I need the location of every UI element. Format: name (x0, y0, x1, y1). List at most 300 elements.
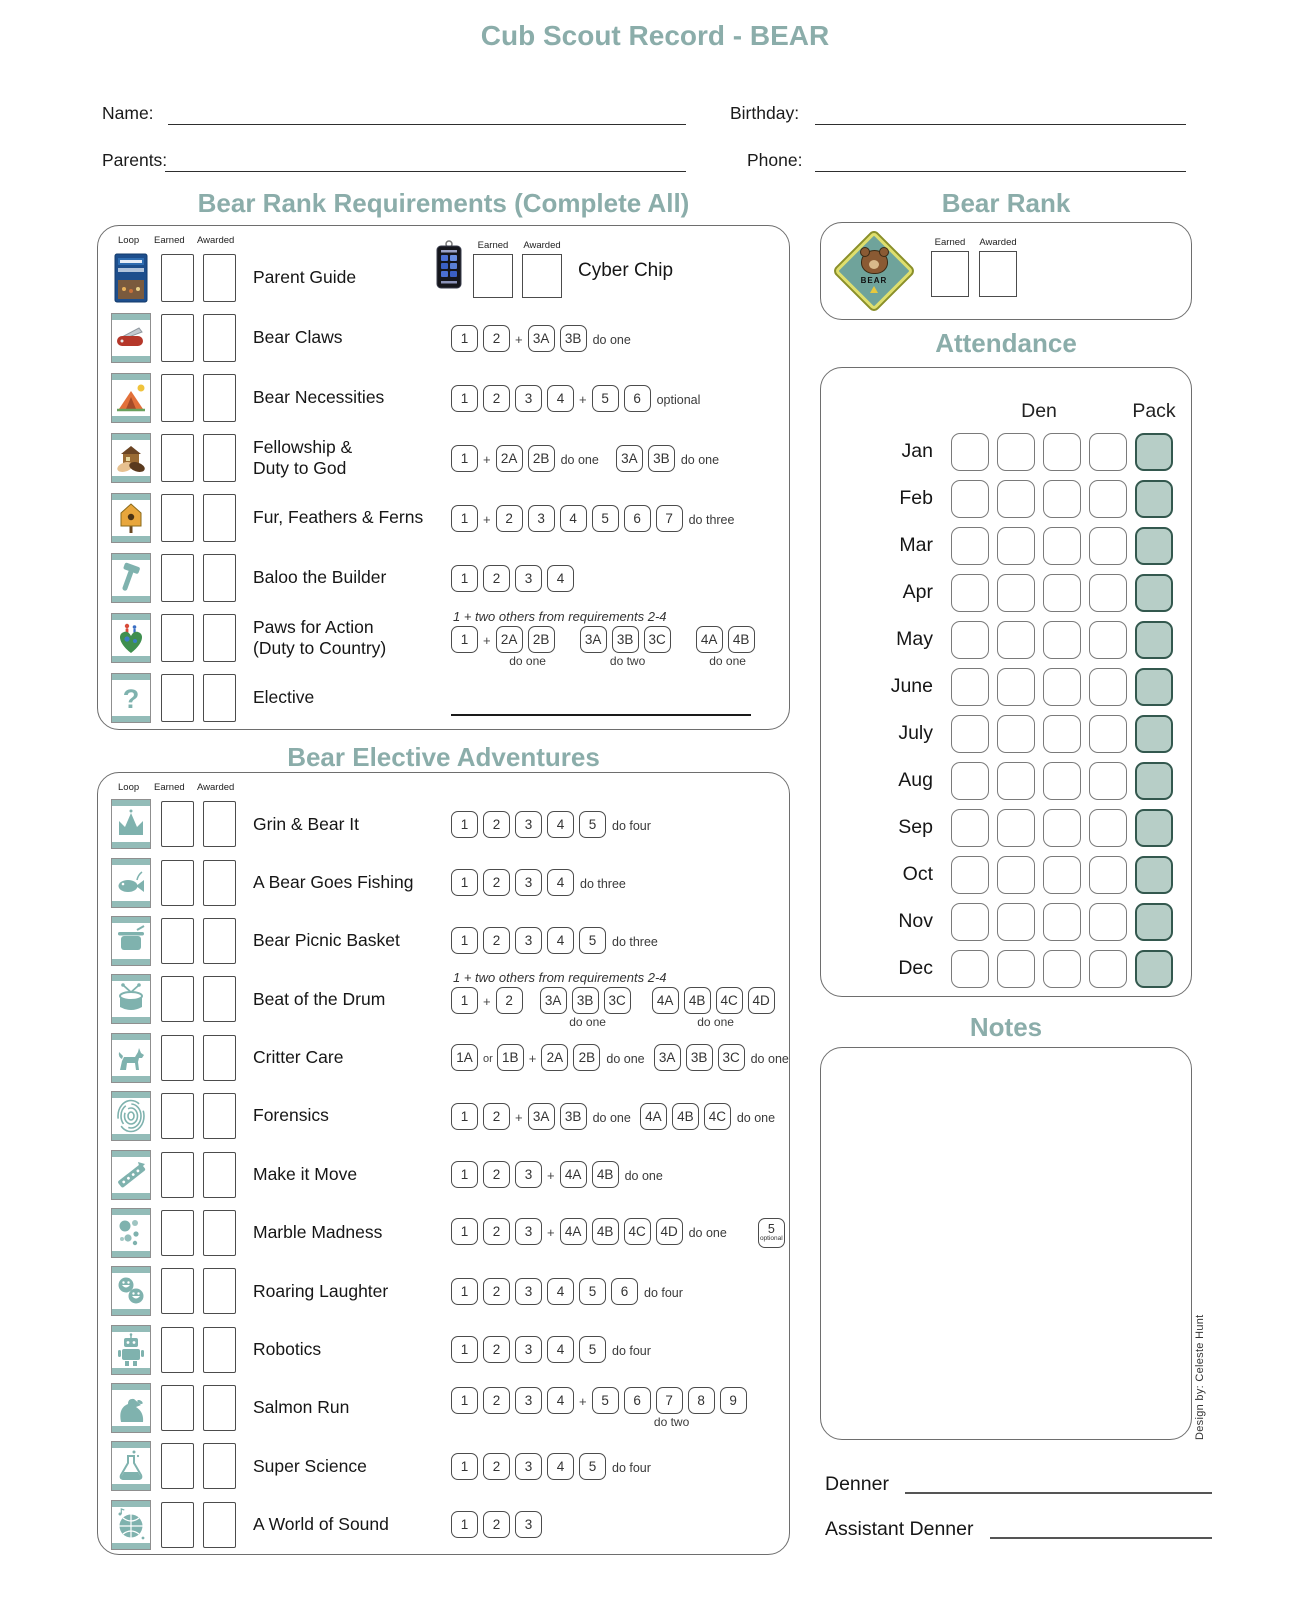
bear-rank-awarded-checkbox[interactable] (979, 251, 1017, 297)
req-box-beat-of-the-drum-4C[interactable]: 4C (716, 987, 743, 1014)
req-note: optional (656, 392, 701, 407)
att-dec-den-3[interactable] (1043, 950, 1081, 988)
att-mar-den-4[interactable] (1089, 527, 1127, 565)
req-box-critter-care-3B[interactable]: 3B (686, 1044, 713, 1071)
req-box-paws-for-action-2B[interactable]: 2B (528, 626, 555, 653)
att-aug-pack[interactable] (1135, 762, 1173, 800)
att-sep-den-3[interactable] (1043, 809, 1081, 847)
att-nov-den-1[interactable] (951, 903, 989, 941)
grin-and-bear-it-awarded-checkbox[interactable] (203, 801, 236, 847)
req-box-fur-feathers-ferns-3[interactable]: 3 (528, 505, 555, 532)
req-box-beat-of-the-drum-4D[interactable]: 4D (748, 987, 775, 1014)
bear-claws-awarded-checkbox[interactable] (203, 314, 236, 362)
bear-necessities-earned-checkbox[interactable] (161, 374, 194, 422)
att-mar-pack[interactable] (1135, 527, 1173, 565)
req-box-roaring-laughter-3[interactable]: 3 (515, 1278, 542, 1305)
baloo-the-builder-awarded-checkbox[interactable] (203, 554, 236, 602)
att-dec-den-4[interactable] (1089, 950, 1127, 988)
a-bear-goes-fishing-awarded-checkbox[interactable] (203, 860, 236, 906)
adventure-label: Marble Madness (253, 1222, 383, 1243)
req-box-fur-feathers-ferns-6[interactable]: 6 (624, 505, 651, 532)
circus-tent-icon (111, 799, 151, 849)
req-note: do one (560, 452, 599, 467)
req-box-bear-necessities-4[interactable]: 4 (547, 385, 574, 412)
req-box-bear-necessities-2[interactable]: 2 (483, 385, 510, 412)
attendance-row-jan (821, 428, 1191, 475)
req-box-fellowship-duty-to-god-3A[interactable]: 3A (616, 445, 643, 472)
roaring-laughter-awarded-checkbox[interactable] (203, 1268, 236, 1314)
att-mar-den-1[interactable] (951, 527, 989, 565)
req-box-critter-care-3A[interactable]: 3A (654, 1044, 681, 1071)
attendance-month-label: Mar (899, 534, 933, 556)
bear-rank-badge (835, 232, 913, 310)
phone-input-line[interactable] (815, 171, 1186, 172)
req-box-bear-picnic-basket-3[interactable]: 3 (515, 927, 542, 954)
cyber-chip-awarded-label: Awarded (523, 240, 561, 251)
att-sep-den-2[interactable] (997, 809, 1035, 847)
req-box-robotics-5[interactable]: 5 (579, 1336, 606, 1363)
adventure-label: Super Science (253, 1455, 367, 1476)
req-box-salmon-run-6[interactable]: 6 (624, 1387, 651, 1414)
a-bear-goes-fishing-earned-checkbox[interactable] (161, 860, 194, 906)
req-box-forensics-4C[interactable]: 4C (704, 1103, 731, 1130)
plus-sign: + (515, 331, 523, 347)
drum-icon (111, 974, 151, 1024)
req-box-robotics-2[interactable]: 2 (483, 1336, 510, 1363)
bear-necessities-awarded-checkbox[interactable] (203, 374, 236, 422)
req-box-fur-feathers-ferns-2[interactable]: 2 (496, 505, 523, 532)
paws-for-action-awarded-checkbox[interactable] (203, 614, 236, 662)
req-box-baloo-the-builder-2[interactable]: 2 (483, 565, 510, 592)
laughing-masks-icon (111, 1266, 151, 1316)
att-july-pack[interactable] (1135, 715, 1173, 753)
assistant-denner-input-line[interactable] (990, 1537, 1212, 1539)
req-box-marble-madness-4A[interactable]: 4A (560, 1218, 587, 1245)
adventure-label: A World of Sound (253, 1514, 389, 1535)
req-group (592, 1387, 752, 1429)
grin-and-bear-it-earned-checkbox[interactable] (161, 801, 194, 847)
att-feb-den-4[interactable] (1089, 480, 1127, 518)
globe-music-icon (111, 1500, 151, 1550)
rank-row-bear-claws (98, 308, 789, 368)
att-nov-den-3[interactable] (1043, 903, 1081, 941)
notes-heading: Notes (969, 1012, 1043, 1042)
name-input-line[interactable] (168, 124, 686, 125)
attendance-month-label: Oct (902, 863, 933, 885)
elective-blank-line[interactable] (451, 714, 751, 716)
req-box-make-it-move-2[interactable]: 2 (483, 1161, 510, 1188)
awarded-column-header: Awarded (197, 235, 235, 246)
req-box-bear-claws-3A[interactable]: 3A (528, 325, 555, 352)
att-may-den-3[interactable] (1043, 621, 1081, 659)
den-column-label: Den (1021, 400, 1057, 422)
req-box-make-it-move-4A[interactable]: 4A (560, 1161, 587, 1188)
req-box-critter-care-2A[interactable]: 2A (541, 1044, 568, 1071)
att-may-den-4[interactable] (1089, 621, 1127, 659)
req-box-grin-and-bear-it-3[interactable]: 3 (515, 811, 542, 838)
req-box-a-bear-goes-fishing-4[interactable]: 4 (547, 869, 574, 896)
make-it-move-earned-checkbox[interactable] (161, 1152, 194, 1198)
plus-sign: + (579, 391, 587, 407)
loop-column-header: Loop (118, 782, 140, 793)
req-box-beat-of-the-drum-4A[interactable]: 4A (652, 987, 679, 1014)
req-group (652, 987, 780, 1029)
attendance-row-june (821, 663, 1191, 710)
req-note: do three (612, 935, 658, 950)
attendance-row-sep (821, 804, 1191, 851)
rank-row-paws-for-action (98, 608, 789, 668)
att-jan-den-1[interactable] (951, 433, 989, 471)
att-aug-den-2[interactable] (997, 762, 1035, 800)
att-apr-den-1[interactable] (951, 574, 989, 612)
req-box-paws-for-action-3C[interactable]: 3C (644, 626, 671, 653)
birthday-input-line[interactable] (815, 124, 1186, 125)
req-box-paws-for-action-2A[interactable]: 2A (496, 626, 523, 653)
bear-picnic-basket-awarded-checkbox[interactable] (203, 918, 236, 964)
req-box-a-world-of-sound-1[interactable]: 1 (451, 1511, 478, 1538)
robotics-awarded-checkbox[interactable] (203, 1327, 236, 1373)
page-title: Cub Scout Record - BEAR (480, 20, 830, 51)
att-jan-pack[interactable] (1135, 433, 1173, 471)
earned-column-header: Earned (154, 782, 185, 793)
req-box-marble-madness-4C[interactable]: 4C (624, 1218, 651, 1245)
req-note: do four (612, 1344, 651, 1359)
marble-madness-earned-checkbox[interactable] (161, 1210, 194, 1256)
parent-guide-earned-checkbox[interactable] (161, 254, 194, 302)
attendance-row-mar (821, 522, 1191, 569)
req-box-salmon-run-4[interactable]: 4 (547, 1387, 574, 1414)
req-box-make-it-move-3[interactable]: 3 (515, 1161, 542, 1188)
paws-for-action-earned-checkbox[interactable] (161, 614, 194, 662)
req-box-beat-of-the-drum-3B[interactable]: 3B (572, 987, 599, 1014)
phone-label: Phone: (747, 150, 803, 170)
req-box-forensics-2[interactable]: 2 (483, 1103, 510, 1130)
req-box-bear-picnic-basket-5[interactable]: 5 (579, 927, 606, 954)
adventure-label: Bear Picnic Basket (253, 930, 400, 951)
bear-fishing-icon (111, 1383, 151, 1433)
heart-earth-icon (111, 613, 151, 663)
att-may-den-1[interactable] (951, 621, 989, 659)
attendance-row-nov (821, 898, 1191, 945)
req-box-baloo-the-builder-3[interactable]: 3 (515, 565, 542, 592)
att-may-den-2[interactable] (997, 621, 1035, 659)
adventure-label: Roaring Laughter (253, 1280, 389, 1301)
req-box-salmon-run-2[interactable]: 2 (483, 1387, 510, 1414)
fur-feathers-ferns-earned-checkbox[interactable] (161, 494, 194, 542)
forensics-earned-checkbox[interactable] (161, 1093, 194, 1139)
make-it-move-awarded-checkbox[interactable] (203, 1152, 236, 1198)
req-box-beat-of-the-drum-1[interactable]: 1 (451, 987, 478, 1014)
req-box-a-bear-goes-fishing-1[interactable]: 1 (451, 869, 478, 896)
att-feb-den-3[interactable] (1043, 480, 1081, 518)
bear-rank-earned-checkbox[interactable] (931, 251, 969, 297)
parents-input-line[interactable] (165, 171, 686, 172)
elective-awarded-checkbox[interactable] (203, 674, 236, 722)
req-box-marble-madness-5[interactable]: 5 optional (758, 1218, 785, 1248)
notes-area[interactable] (820, 1047, 1192, 1440)
critter-care-earned-checkbox[interactable] (161, 1035, 194, 1081)
att-dec-den-2[interactable] (997, 950, 1035, 988)
design-credit: Design by: Celeste Hunt (1194, 1314, 1206, 1440)
adventure-label: Robotics (253, 1339, 322, 1360)
att-july-den-1[interactable] (951, 715, 989, 753)
requirements-note: 1 + two others from requirements 2-4 (453, 608, 667, 624)
req-box-super-science-5[interactable]: 5 (579, 1453, 606, 1480)
req-box-fur-feathers-ferns-4[interactable]: 4 (560, 505, 587, 532)
req-note: do one (688, 1225, 727, 1240)
att-aug-den-1[interactable] (951, 762, 989, 800)
elective-row-grin-and-bear-it (98, 795, 789, 853)
req-box-fur-feathers-ferns-7[interactable]: 7 (656, 505, 683, 532)
fellowship-duty-to-god-awarded-checkbox[interactable] (203, 434, 236, 482)
att-june-pack[interactable] (1135, 668, 1173, 706)
forensics-awarded-checkbox[interactable] (203, 1093, 236, 1139)
req-box-critter-care-2B[interactable]: 2B (573, 1044, 600, 1071)
critter-care-awarded-checkbox[interactable] (203, 1035, 236, 1081)
att-oct-den-1[interactable] (951, 856, 989, 894)
req-box-super-science-3[interactable]: 3 (515, 1453, 542, 1480)
req-box-bear-picnic-basket-1[interactable]: 1 (451, 927, 478, 954)
birdhouse-icon (111, 493, 151, 543)
att-nov-pack[interactable] (1135, 903, 1173, 941)
att-jan-den-3[interactable] (1043, 433, 1081, 471)
req-box-forensics-3B[interactable]: 3B (560, 1103, 587, 1130)
att-dec-den-1[interactable] (951, 950, 989, 988)
req-box-bear-claws-1[interactable]: 1 (451, 325, 478, 352)
a-world-of-sound-awarded-checkbox[interactable] (203, 1502, 236, 1548)
att-sep-pack[interactable] (1135, 809, 1173, 847)
bear-rank-awarded-label: Awarded (979, 237, 1017, 248)
att-oct-den-2[interactable] (997, 856, 1035, 894)
att-sep-den-4[interactable] (1089, 809, 1127, 847)
req-box-marble-madness-3[interactable]: 3 (515, 1218, 542, 1245)
req-box-critter-care-1A[interactable]: 1A (451, 1044, 478, 1071)
req-box-critter-care-3C[interactable]: 3C (718, 1044, 745, 1071)
question-mark-icon (111, 673, 151, 723)
req-box-roaring-laughter-5[interactable]: 5 (579, 1278, 606, 1305)
att-apr-den-3[interactable] (1043, 574, 1081, 612)
a-world-of-sound-earned-checkbox[interactable] (161, 1502, 194, 1548)
att-feb-pack[interactable] (1135, 480, 1173, 518)
att-july-den-4[interactable] (1089, 715, 1127, 753)
req-box-salmon-run-3[interactable]: 3 (515, 1387, 542, 1414)
req-box-salmon-run-7[interactable]: 7 (656, 1387, 683, 1414)
att-jan-den-4[interactable] (1089, 433, 1127, 471)
req-box-robotics-1[interactable]: 1 (451, 1336, 478, 1363)
att-june-den-4[interactable] (1089, 668, 1127, 706)
roaring-laughter-earned-checkbox[interactable] (161, 1268, 194, 1314)
plus-sign: + (483, 993, 491, 1009)
req-box-fellowship-duty-to-god-2B[interactable]: 2B (528, 445, 555, 472)
req-box-bear-necessities-1[interactable]: 1 (451, 385, 478, 412)
req-box-forensics-3A[interactable]: 3A (528, 1103, 555, 1130)
req-box-grin-and-bear-it-4[interactable]: 4 (547, 811, 574, 838)
ramp-icon (111, 1150, 151, 1200)
att-may-pack[interactable] (1135, 621, 1173, 659)
svg-text:?: ? (122, 684, 140, 714)
att-sep-den-1[interactable] (951, 809, 989, 847)
req-box-salmon-run-5[interactable]: 5 (592, 1387, 619, 1414)
hammer-icon (111, 553, 151, 603)
req-box-bear-necessities-6[interactable]: 6 (624, 385, 651, 412)
elective-row-a-world-of-sound (98, 1496, 789, 1554)
req-box-beat-of-the-drum-4B[interactable]: 4B (684, 987, 711, 1014)
req-box-paws-for-action-4A[interactable]: 4A (696, 626, 723, 653)
robot-icon (111, 1325, 151, 1375)
salmon-run-awarded-checkbox[interactable] (203, 1385, 236, 1431)
att-apr-den-4[interactable] (1089, 574, 1127, 612)
att-june-den-1[interactable] (951, 668, 989, 706)
req-box-roaring-laughter-6[interactable]: 6 (611, 1278, 638, 1305)
beat-of-the-drum-awarded-checkbox[interactable] (203, 976, 236, 1022)
req-box-paws-for-action-4B[interactable]: 4B (728, 626, 755, 653)
req-box-make-it-move-4B[interactable]: 4B (592, 1161, 619, 1188)
denner-input-line[interactable] (905, 1492, 1212, 1494)
marble-madness-awarded-checkbox[interactable] (203, 1210, 236, 1256)
attendance-row-july (821, 710, 1191, 757)
req-box-roaring-laughter-4[interactable]: 4 (547, 1278, 574, 1305)
req-box-paws-for-action-3B[interactable]: 3B (612, 626, 639, 653)
req-group-note: do one (697, 1014, 734, 1029)
req-box-salmon-run-8[interactable]: 8 (688, 1387, 715, 1414)
att-july-den-3[interactable] (1043, 715, 1081, 753)
att-oct-pack[interactable] (1135, 856, 1173, 894)
beat-of-the-drum-earned-checkbox[interactable] (161, 976, 194, 1022)
att-apr-den-2[interactable] (997, 574, 1035, 612)
req-box-salmon-run-9[interactable]: 9 (720, 1387, 747, 1414)
req-box-a-bear-goes-fishing-3[interactable]: 3 (515, 869, 542, 896)
attendance-row-dec (821, 945, 1191, 992)
req-box-forensics-1[interactable]: 1 (451, 1103, 478, 1130)
att-aug-den-4[interactable] (1089, 762, 1127, 800)
super-science-earned-checkbox[interactable] (161, 1443, 194, 1489)
plus-sign: + (515, 1109, 523, 1125)
req-box-salmon-run-1[interactable]: 1 (451, 1387, 478, 1414)
elective-earned-checkbox[interactable] (161, 674, 194, 722)
att-july-den-2[interactable] (997, 715, 1035, 753)
att-june-den-2[interactable] (997, 668, 1035, 706)
plus-sign: + (547, 1224, 555, 1240)
req-box-a-bear-goes-fishing-2[interactable]: 2 (483, 869, 510, 896)
req-box-beat-of-the-drum-2[interactable]: 2 (496, 987, 523, 1014)
or-text: or (483, 1053, 493, 1066)
att-nov-den-2[interactable] (997, 903, 1035, 941)
att-dec-pack[interactable] (1135, 950, 1173, 988)
adventure-label: Bear Necessities (253, 387, 385, 408)
att-mar-den-2[interactable] (997, 527, 1035, 565)
req-box-make-it-move-1[interactable]: 1 (451, 1161, 478, 1188)
fingerprint-icon (111, 1091, 151, 1141)
req-box-bear-picnic-basket-2[interactable]: 2 (483, 927, 510, 954)
adventure-label: Forensics (253, 1105, 329, 1126)
req-box-roaring-laughter-1[interactable]: 1 (451, 1278, 478, 1305)
adventure-label: Grin & Bear It (253, 813, 360, 834)
req-box-fur-feathers-ferns-5[interactable]: 5 (592, 505, 619, 532)
bear-claws-earned-checkbox[interactable] (161, 314, 194, 362)
parent-guide-awarded-checkbox[interactable] (203, 254, 236, 302)
req-box-robotics-3[interactable]: 3 (515, 1336, 542, 1363)
req-box-grin-and-bear-it-5[interactable]: 5 (579, 811, 606, 838)
req-box-paws-for-action-1[interactable]: 1 (451, 626, 478, 653)
req-group-note: do two (609, 653, 646, 668)
att-june-den-3[interactable] (1043, 668, 1081, 706)
fur-feathers-ferns-awarded-checkbox[interactable] (203, 494, 236, 542)
req-box-marble-madness-2[interactable]: 2 (483, 1218, 510, 1245)
req-box-forensics-4A[interactable]: 4A (640, 1103, 667, 1130)
req-box-marble-madness-4D[interactable]: 4D (656, 1218, 683, 1245)
bear-picnic-basket-earned-checkbox[interactable] (161, 918, 194, 964)
req-box-beat-of-the-drum-3C[interactable]: 3C (604, 987, 631, 1014)
req-box-fellowship-duty-to-god-2A[interactable]: 2A (496, 445, 523, 472)
att-feb-den-2[interactable] (997, 480, 1035, 518)
req-group (540, 987, 636, 1029)
req-box-super-science-2[interactable]: 2 (483, 1453, 510, 1480)
elective-row-marble-madness (98, 1204, 789, 1262)
att-feb-den-1[interactable] (951, 480, 989, 518)
elective-adventures-panel (97, 772, 790, 1555)
req-box-super-science-4[interactable]: 4 (547, 1453, 574, 1480)
super-science-awarded-checkbox[interactable] (203, 1443, 236, 1489)
req-box-fellowship-duty-to-god-1[interactable]: 1 (451, 445, 478, 472)
req-box-bear-claws-2[interactable]: 2 (483, 325, 510, 352)
salmon-run-earned-checkbox[interactable] (161, 1385, 194, 1431)
req-box-grin-and-bear-it-2[interactable]: 2 (483, 811, 510, 838)
req-box-baloo-the-builder-4[interactable]: 4 (547, 565, 574, 592)
req-box-a-world-of-sound-3[interactable]: 3 (515, 1511, 542, 1538)
req-box-roaring-laughter-2[interactable]: 2 (483, 1278, 510, 1305)
req-note: do four (644, 1285, 683, 1300)
req-box-a-world-of-sound-2[interactable]: 2 (483, 1511, 510, 1538)
fellowship-duty-to-god-earned-checkbox[interactable] (161, 434, 194, 482)
req-box-grin-and-bear-it-1[interactable]: 1 (451, 811, 478, 838)
req-note: do one (680, 452, 720, 467)
req-box-paws-for-action-3A[interactable]: 3A (580, 626, 607, 653)
att-oct-den-4[interactable] (1089, 856, 1127, 894)
req-box-critter-care-1B[interactable]: 1B (497, 1044, 524, 1071)
plus-sign: + (528, 1051, 537, 1067)
req-box-forensics-4B[interactable]: 4B (672, 1103, 699, 1130)
req-box-bear-necessities-5[interactable]: 5 (592, 385, 619, 412)
att-oct-den-3[interactable] (1043, 856, 1081, 894)
req-group-note: do one (709, 653, 746, 668)
attendance-month-label: Nov (898, 910, 933, 932)
req-box-bear-necessities-3[interactable]: 3 (515, 385, 542, 412)
baloo-the-builder-earned-checkbox[interactable] (161, 554, 194, 602)
att-apr-pack[interactable] (1135, 574, 1173, 612)
req-box-beat-of-the-drum-3A[interactable]: 3A (540, 987, 567, 1014)
att-jan-den-2[interactable] (997, 433, 1035, 471)
req-box-baloo-the-builder-1[interactable]: 1 (451, 565, 478, 592)
rank-requirements-panel (97, 225, 790, 730)
robotics-earned-checkbox[interactable] (161, 1327, 194, 1373)
att-mar-den-3[interactable] (1043, 527, 1081, 565)
adventure-label: Parent Guide (253, 267, 357, 288)
rank-row-fellowship-duty-to-god (98, 428, 789, 488)
req-box-marble-madness-1[interactable]: 1 (451, 1218, 478, 1245)
req-box-robotics-4[interactable]: 4 (547, 1336, 574, 1363)
req-box-marble-madness-4B[interactable]: 4B (592, 1218, 619, 1245)
req-box-fur-feathers-ferns-1[interactable]: 1 (451, 505, 478, 532)
req-box-super-science-1[interactable]: 1 (451, 1453, 478, 1480)
req-box-bear-claws-3B[interactable]: 3B (560, 325, 587, 352)
att-aug-den-3[interactable] (1043, 762, 1081, 800)
bear-rank-heading: Bear Rank (941, 188, 1071, 218)
req-note: do one (736, 1110, 776, 1125)
req-box-bear-picnic-basket-4[interactable]: 4 (547, 927, 574, 954)
req-box-fellowship-duty-to-god-3B[interactable]: 3B (648, 445, 675, 472)
req-group (496, 626, 560, 668)
att-nov-den-4[interactable] (1089, 903, 1127, 941)
